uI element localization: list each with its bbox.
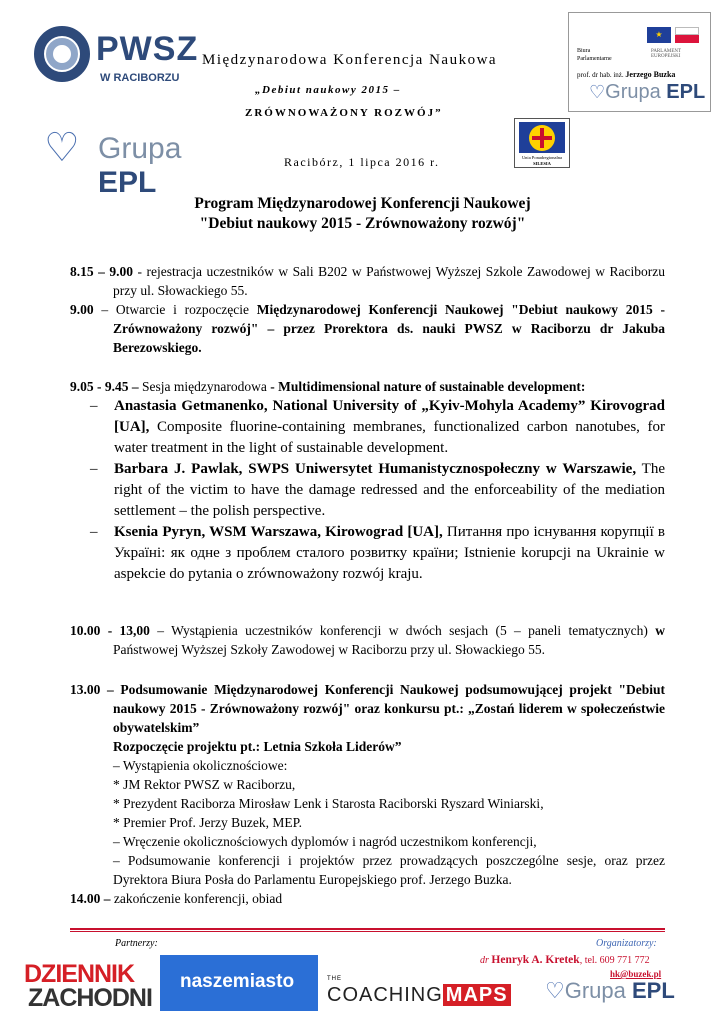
- conference-date: Racibórz, 1 lipca 2016 r.: [284, 155, 440, 169]
- heart-icon: ♡: [44, 125, 80, 170]
- summary-start-line: Rozpoczęcie projektu pt.: Letnia Szkoła Liderów”: [113, 739, 402, 754]
- ep-label: PARLAMENT EUROPEJSKI: [651, 49, 682, 59]
- speaker-item: – Ksenia Pyryn, WSM Warszawa, Kirowograd [UA], Питання про існування корупції в Україні: як одне з проблем сталого розвитку країни; Istnienie korupcji na Ukrainie w aspekcie do pytania o zrównoważony rozwój kraju.: [90, 524, 665, 582]
- summary-line: * Prezydent Raciborza Mirosław Lenk i Starosta Raciborski Ryszard Winiarski,: [113, 796, 544, 811]
- flags: [647, 27, 699, 45]
- conference-subtitle-line2: ZRÓWNOWAŻONY ROZWÓJ”: [245, 107, 443, 119]
- speaker-item: – Barbara J. Pawlak, SWPS Uniwersytet Humanistycznospołeczny w Warszawie, The right of the victim to have the damage redressed and the enforceability of the mediation settlement – the polish perspective.: [90, 461, 666, 519]
- coaching-text: COACHING: [327, 984, 443, 1006]
- pwsz-inner-ring-icon: [46, 38, 78, 70]
- grupa-epl-text: Grupa EPL: [98, 132, 182, 199]
- poland-flag-icon: [675, 27, 699, 43]
- agenda-item-session: 9.05 - 9.45 – Sesja międzynarodowa - Multidimensional nature of sustainable development:: [70, 379, 586, 394]
- footer-divider-thin: [70, 931, 665, 932]
- coaching-maps-logo: [327, 976, 511, 1007]
- organizers-label: Organizatorzy:: [596, 938, 657, 949]
- office-grupa-epl: ♡Grupa EPL: [589, 81, 706, 103]
- speaker-item: – Anastasia Getmanenko, National University of „Kyiv-Mohyla Academy” Kirovograd [UA], Composite fluorine-containing membranes, functionalized carbon nanotubes, for water treatment in the light of sustainable development.: [90, 398, 665, 456]
- organizer-email-link[interactable]: hk@buzek.pl: [610, 969, 662, 979]
- agenda-item-summary: 13.00 – Podsumowanie Międzynarodowej Konferencji Naukowej podsumowującej projekt "Debiut naukowy 2015 - Zrównoważony rozwój" oraz konkursu pt.: „Zostań liderem w społeczeństwie obywatelskim”: [70, 682, 665, 735]
- dziennik-zachodni-logo: [24, 960, 154, 1010]
- agenda-sessions-parallel: [70, 621, 665, 659]
- agenda-summary-details: [70, 737, 665, 889]
- program-title-line2: "Debiut naukowy 2015 - Zrównoważony rozwój": [199, 215, 526, 232]
- heart-icon: ♡: [545, 978, 565, 1003]
- heart-icon: ♡: [589, 82, 606, 102]
- parliament-office-logo: [568, 12, 711, 112]
- footer-grupa-epl-logo: ♡Grupa EPL: [545, 978, 675, 1003]
- naszemiasto-logo: [160, 955, 318, 1011]
- program-title: [0, 194, 725, 234]
- agenda-item-opening: 9.00 – Otwarcie i rozpoczęcie Międzynarodowej Konferencji Naukowej "Debiut naukowy 2015 - Zrównoważony rozwój" – przez Prorektora ds. nauki PWSZ w Raciborzu dr Jakuba Berezowskiego.: [70, 302, 665, 355]
- pwsz-logo-text: PWSZ: [96, 30, 199, 68]
- pwsz-logo: [34, 24, 199, 94]
- eu-flag-icon: ★: [647, 27, 671, 43]
- maps-text: MAPS: [443, 984, 511, 1006]
- agenda-summary: [70, 680, 665, 908]
- cross-icon: [529, 125, 555, 151]
- organizer-contact: dr Henryk A. Kretek, tel. 609 771 772: [480, 954, 650, 966]
- naszemiasto-text: naszemiasto: [180, 971, 295, 992]
- agenda-item-registration: 8.15 – 9.00 - rejestracja uczestników w Sali B202 w Państwowej Wyższej Szkole Zawodowej w Raciborzu przy ul. Słowackiego 55.: [70, 264, 665, 298]
- agenda-item-closing: 14.00 – zakończenie konferencji, obiad: [70, 891, 283, 906]
- agenda-top: [70, 262, 665, 357]
- partners-label: Partnerzy:: [115, 938, 158, 949]
- coaching-maps-the: THE: [327, 976, 342, 982]
- office-name: prof. dr hab. inż. Jerzego Buzka: [577, 70, 676, 79]
- summary-line: – Podsumowanie konferencji i projektów przez prowadzących poszczególne sesje, oraz przez Dyrektora Biura Posła do Parlamentu Europejskiego prof. Jerzego Buzka.: [113, 853, 665, 887]
- summary-line: * Premier Prof. Jerzy Buzek, MEP.: [113, 815, 302, 830]
- summary-line: – Wystąpienia okolicznościowe:: [113, 758, 288, 773]
- office-label: Biura Parlamentarne: [577, 48, 612, 62]
- summary-line: – Wręczenie okolicznościowych dyplomów i nagród uczestnikom konferencji,: [113, 834, 537, 849]
- conference-subtitle-line1: „Debiut naukowy 2015 –: [255, 84, 401, 96]
- silesia-caption: Unia Ponadregionalna SILESIA: [521, 155, 563, 166]
- pwsz-logo-subtext: W RACIBORZU: [100, 72, 180, 84]
- zachodni-text: ZACHODNI: [28, 984, 152, 1012]
- conference-title: Międzynarodowa Konferencja Naukowa: [202, 52, 498, 68]
- dziennik-text: DZIENNIK: [24, 960, 135, 988]
- summary-line: * JM Rektor PWSZ w Raciborzu,: [113, 777, 296, 792]
- silesia-logo: [514, 118, 570, 168]
- program-title-line1: Program Międzynarodowej Konferencji Naukowej: [194, 195, 531, 212]
- agenda-session: [70, 377, 665, 585]
- grupa-epl-logo: [44, 124, 244, 199]
- agenda-item-presentations: 10.00 - 13,00 – Wystąpienia uczestników konferencji w dwóch sesjach (5 – paneli tematycznych) w Państwowej Wyższej Szkoły Zawodowej w Raciborzu przy ul. Słowackiego 55.: [70, 623, 665, 657]
- footer-divider: [70, 928, 665, 930]
